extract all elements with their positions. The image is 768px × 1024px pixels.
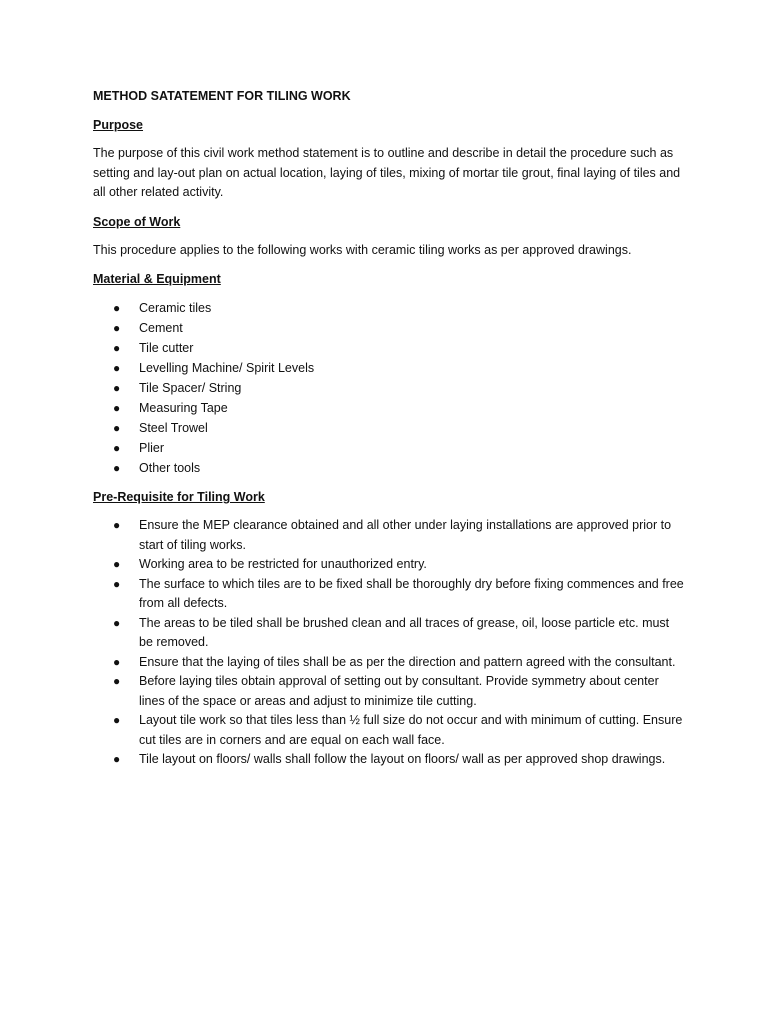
list-item-text: Ceramic tiles <box>139 301 212 315</box>
list-item <box>93 438 693 458</box>
document-page <box>93 86 693 779</box>
list-item <box>93 711 693 750</box>
list-item <box>93 575 693 614</box>
list-item-text: Ensure the MEP clearance obtained and all other under laying installations are approved prior to start of tiling works. <box>139 518 672 552</box>
prerequisite-heading: Pre-Requisite for Tiling Work <box>93 490 265 504</box>
materials-heading: Material & Equipment <box>93 272 221 286</box>
list-item-text: Levelling Machine/ Spirit Levels <box>139 361 315 375</box>
purpose-heading: Purpose <box>93 118 144 132</box>
list-item-text: Cement <box>139 321 183 335</box>
bullet-icon: ● <box>113 654 121 669</box>
list-item <box>93 653 693 673</box>
bullet-icon: ● <box>113 557 121 571</box>
bullet-icon: ● <box>113 401 121 415</box>
bullet-icon: ● <box>113 752 121 766</box>
bullet-icon: ● <box>113 421 121 435</box>
list-item-text: Tile layout on floors/ walls shall follow the layout on floors/ wall as per approved shop drawings. <box>139 752 666 766</box>
list-item <box>93 338 693 358</box>
scope-text: This procedure applies to the following works with ceramic tiling works as per approved drawings. <box>93 242 632 257</box>
bullet-icon: ● <box>113 518 121 532</box>
list-item-text: Tile Spacer/ String <box>139 381 242 395</box>
list-item-text: Ensure that the laying of tiles shall be as per the direction and pattern agreed with the consultant. <box>139 654 676 669</box>
list-item <box>93 750 693 770</box>
list-item-text: Measuring Tape <box>139 401 228 415</box>
list-item-text: Working area to be restricted for unauthorized entry. <box>139 557 427 571</box>
list-item <box>93 516 693 555</box>
document-title: METHOD SATATEMENT FOR TILING WORK <box>93 89 351 103</box>
bullet-icon: ● <box>113 361 121 375</box>
list-item-text: Before laying tiles obtain approval of setting out by consultant. Provide symmetry about center lines of the space or areas and adjust to minimize tile cutting. <box>139 674 659 708</box>
materials-list <box>93 298 693 478</box>
bullet-icon: ● <box>113 674 121 688</box>
list-item <box>93 398 693 418</box>
prerequisite-list <box>93 516 693 770</box>
list-item <box>93 378 693 398</box>
list-item <box>93 298 693 318</box>
bullet-icon: ● <box>113 615 121 630</box>
list-item-text: The surface to which tiles are to be fixed shall be thoroughly dry before fixing commences and free from all defects. <box>139 576 684 610</box>
list-item <box>93 672 693 711</box>
list-item-text: Other tools <box>139 461 201 475</box>
list-item-text: Layout tile work so that tiles less than ½ full size do not occur and with minimum of cutting. Ensure cut tiles are in corners and are equal on each wall face. <box>139 713 683 747</box>
bullet-icon: ● <box>113 341 121 355</box>
list-item-text: Plier <box>139 441 165 455</box>
list-item <box>93 555 693 575</box>
list-item <box>93 614 693 653</box>
list-item-text: Tile cutter <box>139 341 194 355</box>
scope-heading: Scope of Work <box>93 214 181 229</box>
list-item <box>93 358 693 378</box>
bullet-icon: ● <box>113 713 121 727</box>
bullet-icon: ● <box>113 461 121 475</box>
bullet-icon: ● <box>113 381 121 395</box>
list-item-text: Steel Trowel <box>139 421 208 435</box>
list-item <box>93 418 693 438</box>
list-item-text: The areas to be tiled shall be brushed clean and all traces of grease, oil, loose particle etc. must be removed. <box>139 615 670 649</box>
purpose-text: The purpose of this civil work method statement is to outline and describe in detail the procedure such as setting and lay-out plan on actual location, laying of tiles, mixing of mortar tile grout, final laying of tiles and all other related activity. <box>93 146 681 199</box>
bullet-icon: ● <box>113 321 121 335</box>
list-item <box>93 318 693 338</box>
bullet-icon: ● <box>113 576 121 591</box>
bullet-icon: ● <box>113 301 121 315</box>
list-item <box>93 458 693 478</box>
bullet-icon: ● <box>113 441 121 455</box>
